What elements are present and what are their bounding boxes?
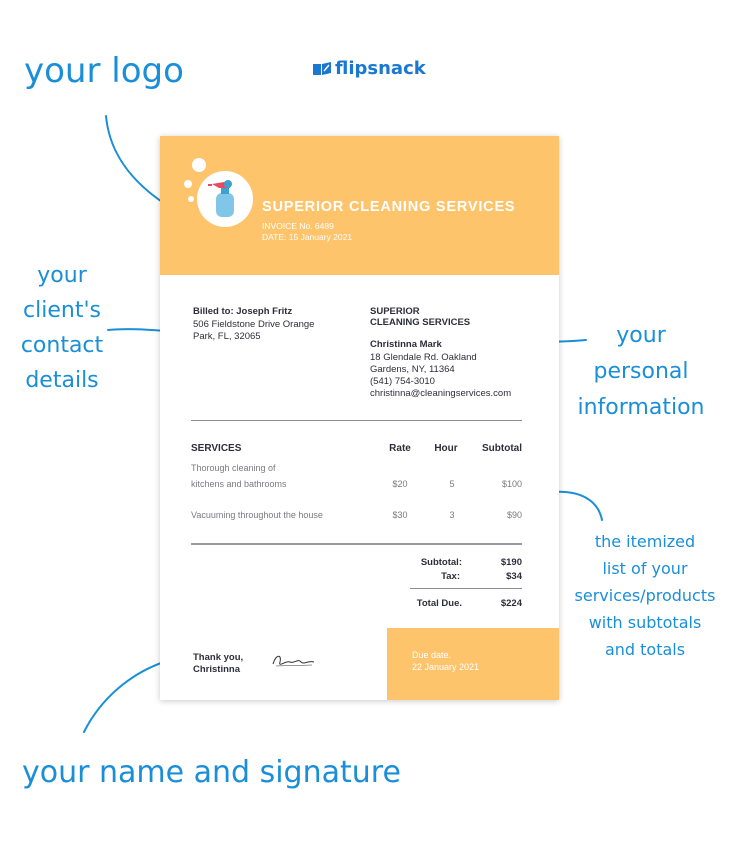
services-header: SERVICES (191, 443, 242, 454)
annotation-line: services/products (574, 586, 716, 605)
invoice-date: DATE: 15 January 2021 (262, 232, 353, 242)
rate-header: Rate (389, 443, 411, 454)
thank-you-name: Christinna (193, 664, 240, 675)
thank-you-line: Thank you, (193, 652, 244, 663)
sender-email: christinna@cleaningservices.com (370, 388, 512, 399)
service-hour: 3 (449, 510, 455, 520)
flipsnack-brand (312, 58, 426, 79)
due-date-label: Due date. (412, 650, 452, 660)
billed-to-address-line: Park, FL, 32065 (193, 331, 261, 342)
annotation-personal-information (574, 318, 708, 426)
arrow-to-name (84, 660, 170, 732)
total-due-label: Total Due. (416, 598, 462, 609)
subtotal-value: $190 (500, 557, 522, 568)
annotation-line: the itemized (594, 532, 696, 551)
logo-bubble (192, 158, 206, 172)
company-logo (197, 171, 253, 227)
service-subtotal: $90 (506, 510, 522, 520)
logo-bubble (184, 180, 192, 188)
arrow-to-items (552, 492, 602, 520)
company-title: SUPERIOR CLEANING SERVICES (262, 199, 516, 215)
signature (270, 650, 320, 672)
annotation-line: details (25, 368, 99, 393)
annotation-line: personal (593, 359, 689, 384)
invoice-number: INVOICE No. 6489 (262, 221, 334, 231)
sender-phone: (541) 754-3010 (370, 376, 435, 387)
annotation-line: client's (23, 298, 101, 323)
service-rate: $20 (392, 479, 408, 489)
divider (191, 420, 522, 421)
annotation-line: your (616, 323, 666, 348)
annotation-line: information (577, 395, 705, 420)
service-rate: $30 (392, 510, 408, 520)
subtotal-label: Subtotal: (420, 557, 462, 568)
logo-bubble (188, 196, 194, 202)
invoice-page (160, 136, 559, 700)
billed-to-address-line: 506 Fieldstone Drive Orange (193, 319, 315, 330)
sender-name: Christinna Mark (370, 339, 442, 350)
subtotal-header: Subtotal (482, 443, 522, 454)
service-description-line: Thorough cleaning of (191, 463, 276, 473)
service-subtotal: $100 (501, 479, 522, 489)
table-divider (191, 543, 522, 545)
annotation-name-and-signature: your name and signature (22, 755, 401, 790)
annotation-client-details (18, 258, 106, 398)
annotation-line: your (37, 263, 87, 288)
sender-company-line: SUPERIOR (370, 306, 420, 317)
service-hour: 5 (449, 479, 455, 489)
total-due-value: $224 (500, 598, 522, 609)
sender-detail-line: 18 Glendale Rd. Oakland (370, 352, 477, 363)
hour-header: Hour (434, 443, 458, 454)
annotation-line: contact (20, 333, 104, 358)
annotation-line: and totals (604, 640, 686, 659)
due-date-value: 22 January 2021 (412, 662, 480, 672)
flipsnack-logo-icon (312, 61, 332, 77)
sender-detail-line: Gardens, NY, 11364 (370, 364, 455, 375)
brand-name: flipsnack (335, 58, 426, 79)
annotation-line: with subtotals (588, 613, 702, 632)
billed-to-label: Billed to: Joseph Fritz (193, 306, 293, 317)
due-date-box (387, 628, 559, 700)
arrow-to-client (108, 329, 168, 331)
tax-value: $34 (506, 571, 522, 582)
totals-divider (410, 588, 522, 589)
tax-label: Tax: (441, 571, 460, 582)
sender-company-line: CLEANING SERVICES (370, 317, 471, 328)
annotation-itemized-list (566, 528, 724, 663)
spray-bottle-icon (197, 171, 253, 227)
annotation-your-logo: your logo (24, 51, 184, 91)
service-description-line: kitchens and bathrooms (191, 479, 287, 489)
invoice-header (160, 136, 559, 275)
service-description-line: Vacuuming throughout the house (191, 510, 323, 520)
annotation-line: list of your (602, 559, 688, 578)
